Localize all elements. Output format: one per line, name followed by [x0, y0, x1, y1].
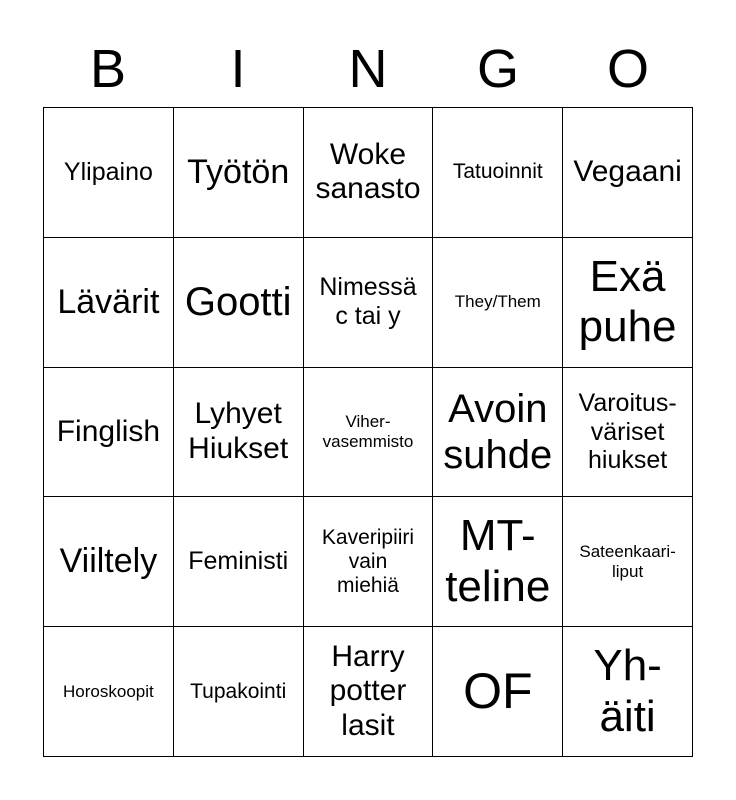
- bingo-cell[interactable]: [304, 108, 434, 238]
- bingo-cell[interactable]: [174, 497, 304, 627]
- bingo-cell[interactable]: [174, 368, 304, 498]
- bingo-cell[interactable]: [174, 238, 304, 368]
- bingo-cell[interactable]: [563, 108, 693, 238]
- cell-text: Kaveripiiri vain miehiä: [321, 525, 415, 597]
- bingo-cell[interactable]: [174, 627, 304, 757]
- cell-text: Harry potter lasit: [329, 639, 407, 742]
- cell-text: Ylipaino: [63, 158, 153, 187]
- cell-text: Yh- äiti: [593, 641, 662, 741]
- bingo-cell[interactable]: [563, 497, 693, 627]
- cell-text: Lyhyet Hiukset: [188, 397, 289, 465]
- bingo-header: [43, 30, 693, 108]
- cell-text: Horoskoopit: [63, 681, 154, 701]
- cell-text: Varoitus- väriset hiukset: [578, 388, 677, 475]
- header-letter-i: I: [230, 39, 246, 99]
- bingo-cell[interactable]: [304, 497, 434, 627]
- bingo-cell[interactable]: [563, 368, 693, 498]
- bingo-cell[interactable]: [433, 497, 563, 627]
- cell-text: Tatuoinnit: [452, 160, 543, 184]
- bingo-cell[interactable]: [44, 238, 174, 368]
- bingo-cell[interactable]: [174, 108, 304, 238]
- bingo-cell[interactable]: [433, 108, 563, 238]
- bingo-cell[interactable]: [433, 368, 563, 498]
- cell-text: Sateenkaari- liput: [579, 542, 676, 581]
- bingo-cell[interactable]: [563, 627, 693, 757]
- bingo-cell[interactable]: [304, 238, 434, 368]
- bingo-cell[interactable]: [44, 497, 174, 627]
- cell-text: Exä puhe: [578, 251, 677, 352]
- bingo-cell[interactable]: [304, 368, 434, 498]
- cell-text: Viiltely: [59, 542, 158, 581]
- cell-text: Finglish: [56, 414, 161, 448]
- cell-text: Avoin suhde: [443, 386, 553, 477]
- cell-text: OF: [463, 662, 533, 719]
- cell-text: Woke sanasto: [315, 137, 421, 206]
- bingo-cell[interactable]: [433, 627, 563, 757]
- header-letter-o: O: [606, 39, 649, 99]
- bingo-cell[interactable]: [304, 627, 434, 757]
- cell-text: Viher- vasemmisto: [322, 412, 414, 451]
- cell-text: Feministi: [188, 547, 289, 576]
- cell-text: Lävärit: [57, 282, 160, 321]
- header-letter-b: B: [89, 39, 127, 99]
- bingo-cell[interactable]: [44, 108, 174, 238]
- cell-text: MT- teline: [445, 511, 551, 611]
- bingo-grid: [43, 107, 693, 757]
- header-letter-g: G: [476, 39, 519, 99]
- cell-text: Gootti: [184, 280, 292, 325]
- header-letter-n: N: [348, 39, 388, 99]
- cell-text: Työtön: [187, 152, 290, 191]
- bingo-cell[interactable]: [44, 368, 174, 498]
- cell-text: Tupakointi: [190, 679, 287, 703]
- bingo-cell[interactable]: [433, 238, 563, 368]
- cell-text: Vegaani: [573, 155, 682, 189]
- bingo-cell[interactable]: [44, 627, 174, 757]
- cell-text: Nimessä c tai y: [319, 273, 417, 331]
- bingo-cell[interactable]: [563, 238, 693, 368]
- cell-text: They/Them: [454, 292, 541, 312]
